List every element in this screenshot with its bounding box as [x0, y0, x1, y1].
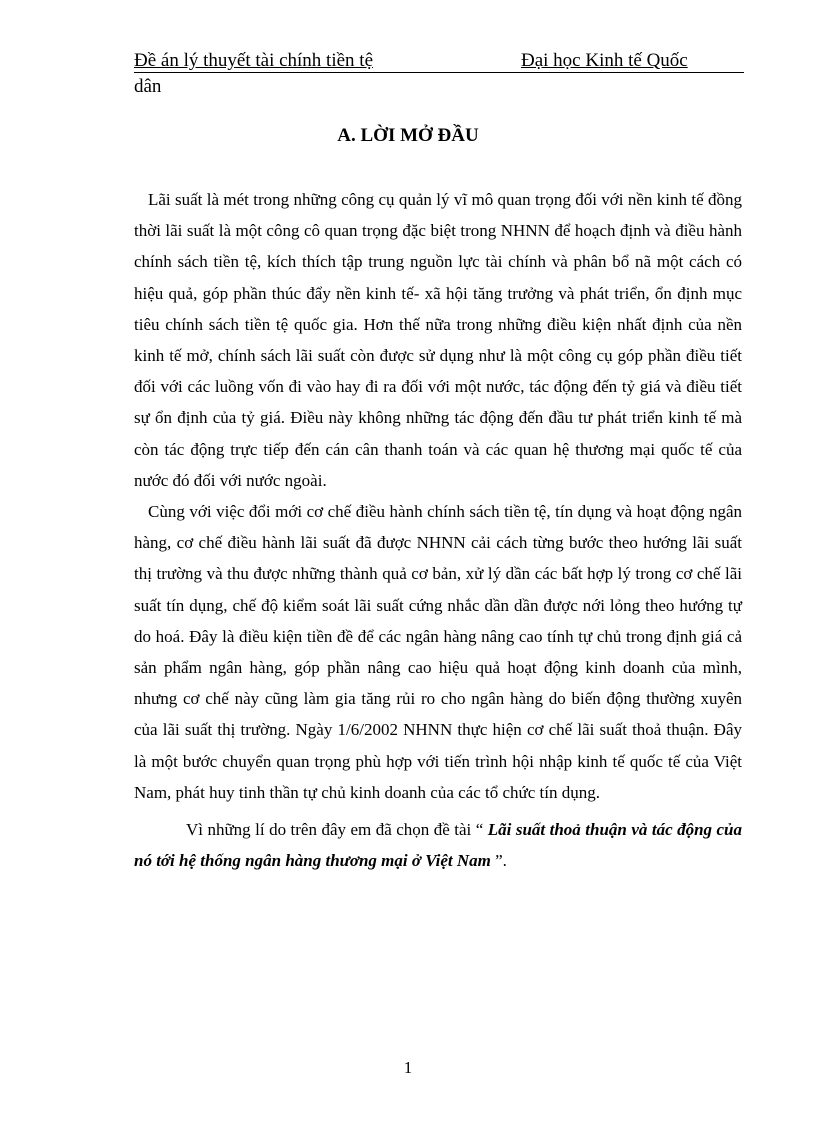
page-header	[134, 50, 744, 98]
closing-end: ”.	[490, 851, 507, 871]
header-document-title: Đề án lý thuyết tài chính tiền tệ	[134, 50, 374, 71]
closing-paragraph	[134, 814, 742, 876]
header-university-continuation: dân	[134, 76, 162, 97]
paragraph-2: Cùng với việc đổi mới cơ chế điều hành chính sách tiền tệ, tín dụng và hoạt động ngân hàng, cơ chế điều hành lãi suất đã được NHNN cải cách từng bước theo hướng lãi suất thị trường và thu được những thành quả cơ bản, xử lý dần các bất hợp lý trong cơ chế lãi suất tín dụng, chế độ kiểm soát lãi suất cứng nhắc dần dần được nới lỏng theo hướng tự do hoá. Đây là điều kiện tiền đề để các ngân hàng nâng cao tính tự chủ trong định giá cả sản phẩm ngân hàng, góp phần nâng cao hiệu quả hoạt động kinh doanh của mình, nhưng cơ chế này cũng làm gia tăng rủi ro cho ngân hàng do biến động thường xuyên của lãi suất thị trường. Ngày 1/6/2002 NHNN thực hiện cơ chế lãi suất thoả thuận. Đây là một bước chuyển quan trọng phù hợp với tiến trình hội nhập kinh tế quốc tế của Việt Nam, phát huy tinh thần tự chủ kinh doanh của các tổ chức tín dụng.	[134, 502, 742, 802]
closing-intro: Vì những lí do trên đây em đã chọn đề tài “	[186, 820, 488, 840]
header-university: Đại học Kinh tế Quốc	[521, 50, 688, 71]
paragraph-1: Lãi suất là mét trong những công cụ quản lý vĩ mô quan trọng đối với nền kinh tế đồng thời lãi suất là một công cô quan trọng đặc biệt trong NHNN để hoạch định và điều hành chính sách tiền tệ, kích thích tập trung nguồn lực tài chính và phân bổ nã một cách có hiệu quả, góp phần thúc đẩy nền kinh tế- xã hội tăng trưởng và phát triển, ổn định mục tiêu chính sách tiền tệ quốc gia. Hơn thế nữa trong những điều kiện nhất định của nền kinh tế mở, chính sách lãi suất còn được sử dụng như là một công cụ góp phần điều tiết đối với các luồng vốn đi vào hay đi ra đối với một nước, tác động đến tỷ giá và điều tiết sự ổn định của tỷ giá. Điều này không những tác động đến đầu tư phát triển kinh tế mà còn tác động trực tiếp đến cán cân thanh toán và các quan hệ thương mại quốc tế của nước đó đối với nước ngoài.	[134, 190, 742, 490]
section-title: A. LỜI MỞ ĐẦU	[337, 125, 479, 146]
document-body	[134, 184, 742, 876]
topic-title: Lãi suất thoả thuận và tác động của nó tới hệ thống ngân hàng thương mại ở Việt Nam	[134, 820, 743, 871]
header-line	[134, 50, 744, 73]
page-number: 1	[403, 1058, 413, 1077]
